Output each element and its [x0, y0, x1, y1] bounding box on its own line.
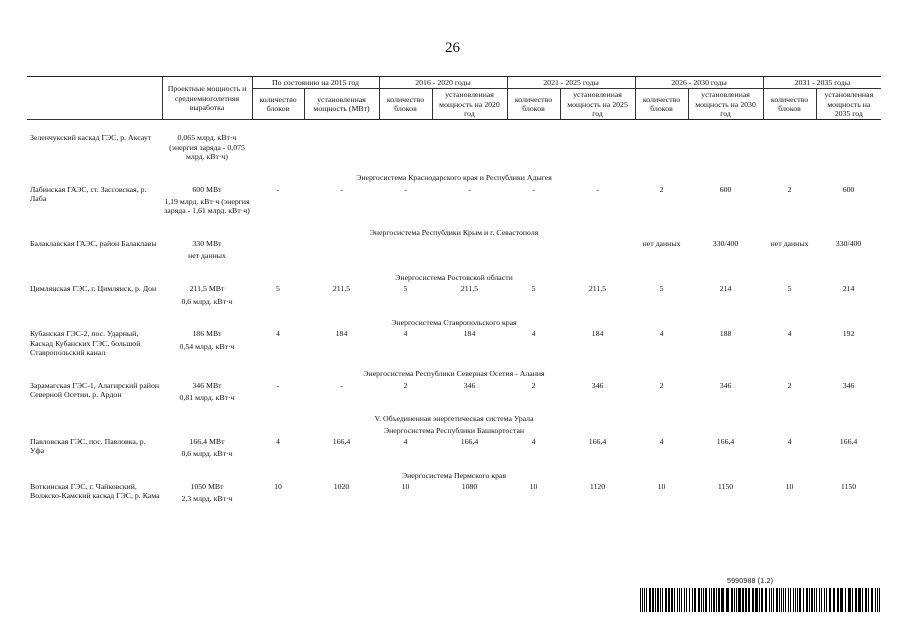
block-count-cell: 4 — [276, 329, 280, 339]
header-block-count-0: количество блоков — [252, 89, 304, 120]
energy-output: 0,81 млрд. кВт·ч — [179, 392, 235, 402]
block-count-cell: 4 — [531, 436, 536, 446]
capacity-cell — [560, 132, 635, 162]
table-body — [27, 120, 881, 515]
block-count-cell: нет данных — [770, 239, 809, 249]
project-capacity — [162, 238, 252, 262]
block-count-cell: 10 — [274, 481, 282, 491]
spacer — [27, 120, 881, 133]
block-count-cell: 5 — [403, 284, 408, 294]
capacity-cell: 1020 — [333, 481, 350, 491]
capacity-cell — [304, 132, 379, 162]
table-row — [27, 436, 881, 460]
spacer — [27, 307, 881, 317]
block-count-cell: 10 — [657, 481, 666, 491]
header-group-2031-2035: 2031 - 2035 годы — [763, 77, 881, 89]
capacity-cell: 1080 — [461, 481, 478, 491]
header-installed-capacity-0: установленная мощность (МВт) — [304, 89, 379, 120]
block-count-cell: 5 — [787, 284, 792, 294]
block-count-cell: 4 — [403, 329, 408, 339]
section-title: Энергосистема Краснодарского края и Республики Адыгея — [356, 173, 552, 183]
block-count-cell — [379, 132, 432, 162]
capacity-cell: - — [468, 184, 471, 194]
object-name: Павловская ГЭС, пос. Павловка, р. Уфа — [30, 436, 146, 456]
section-title: Энергосистема Ростовской области — [395, 272, 513, 282]
capacity-cell: 1150 — [717, 481, 734, 491]
header-group-2015: По состоянию на 2015 год — [252, 77, 379, 89]
capacity-value: 1050 МВт — [190, 481, 224, 491]
header-group-2016-2020: 2016 - 2020 годы — [379, 77, 507, 89]
table-row — [27, 380, 881, 404]
table-row — [27, 328, 881, 358]
capacity-cell: 184 — [463, 329, 476, 339]
capacity-cell: 166,4 — [460, 436, 479, 446]
capacity-cell: 346 — [842, 380, 855, 390]
energy-output: 2,3 млрд. кВт·ч — [181, 494, 233, 504]
capacity-cell — [432, 132, 507, 162]
header-row-groups — [27, 77, 881, 89]
header-group-2021-2025: 2021 - 2025 годы — [507, 77, 635, 89]
block-count-cell — [635, 132, 688, 162]
block-count-cell: - — [276, 184, 280, 194]
block-count-cell: 2 — [531, 380, 536, 390]
energy-output: 0,6 млрд. кВт·ч — [181, 449, 233, 459]
capacity-value: 166,4 МВт — [189, 436, 225, 446]
spacer — [27, 358, 881, 368]
object-name: Лабинская ГАЭС, ст. Зассовская, р. Лаба — [30, 184, 147, 204]
spacer — [27, 460, 881, 470]
block-count-cell — [379, 238, 432, 262]
capacity-cell: 211,5 — [588, 284, 607, 294]
block-count-cell: 2 — [787, 380, 792, 390]
section-row — [27, 317, 881, 328]
capacity-cell: 166,4 — [588, 436, 607, 446]
project-capacity — [162, 380, 252, 404]
capacity-cell: 346 — [719, 380, 732, 390]
header-group-2026-2030: 2026 - 2030 годы — [635, 77, 763, 89]
block-count-cell: 4 — [659, 436, 664, 446]
table-row — [27, 132, 881, 162]
table-row — [27, 184, 881, 217]
block-count-cell: 2 — [787, 184, 792, 194]
project-capacity — [162, 283, 252, 307]
block-count-cell: 10 — [401, 481, 410, 491]
capacity-cell: 192 — [842, 329, 855, 339]
energy-table — [27, 76, 881, 515]
object-name: Воткинская ГЭС, г. Чайковский, Волжско-Камский каскад ГЭС, р. Кама — [30, 481, 160, 501]
spacer — [27, 217, 881, 227]
header-block-count-2: количество блоков — [507, 89, 560, 120]
section-row — [27, 172, 881, 183]
capacity-cell — [304, 238, 379, 262]
section-title: V. Объединенная энергетическая система Урала — [374, 414, 534, 424]
section-title: Энергосистема Республики Крым и г. Севастополя — [369, 227, 539, 237]
capacity-cell: 214 — [842, 284, 855, 294]
capacity-cell: 211,5 — [332, 284, 351, 294]
table-row — [27, 481, 881, 505]
capacity-cell: 166,4 — [839, 436, 858, 446]
block-count-cell: 10 — [529, 481, 538, 491]
page-number: 26 — [445, 40, 460, 56]
block-count-cell — [763, 132, 816, 162]
capacity-cell: - — [596, 184, 599, 194]
spacer — [27, 162, 881, 172]
block-count-cell — [252, 238, 304, 262]
section-title: Энергосистема Пермского края — [401, 470, 507, 480]
capacity-cell: 166,4 — [716, 436, 735, 446]
object-name: Зеленчукский каскад ГЭС, р. Аксаут — [30, 133, 152, 143]
section-title: Энергосистема Ставропольского края — [391, 317, 517, 327]
block-count-cell: 5 — [276, 284, 280, 294]
header-installed-capacity-3: установленная мощность на 2030 год — [688, 89, 763, 120]
section-row — [27, 470, 881, 481]
capacity-value: 186 МВт — [192, 329, 222, 339]
spacer — [27, 505, 881, 515]
barcode-label: 5990988 (1.2) — [727, 578, 774, 585]
energy-output: 0,54 млрд. кВт·ч — [179, 341, 235, 351]
header-installed-capacity-1: установленная мощность на 2020 год — [432, 89, 507, 120]
header-installed-capacity-4: установленная мощность на 2035 год — [816, 89, 881, 120]
project-capacity — [162, 481, 252, 505]
block-count-cell: 2 — [659, 380, 664, 390]
project-capacity — [162, 328, 252, 358]
header-project-capacity: Проектные мощность и среднемноголетняя выработка — [162, 77, 252, 120]
block-count-cell — [252, 132, 304, 162]
capacity-cell: 211,5 — [460, 284, 479, 294]
header-installed-capacity-2: установленная мощность на 2025 год — [560, 89, 635, 120]
capacity-cell: - — [340, 184, 343, 194]
table-row — [27, 283, 881, 307]
section-row — [27, 227, 881, 238]
capacity-value: 211,5 МВт — [189, 284, 225, 294]
capacity-value: 600 МВт — [192, 184, 222, 194]
capacity-cell — [816, 132, 881, 162]
capacity-cell — [560, 238, 635, 262]
section-row — [27, 413, 881, 424]
block-count-cell — [507, 238, 560, 262]
capacity-cell: 330/400 — [835, 239, 862, 249]
capacity-value: 346 МВт — [192, 380, 222, 390]
energy-output: 1,19 млрд. кВт·ч (энергия заряда - 1,61 млрд. кВт·ч) — [164, 197, 250, 216]
object-name: Зарамагская ГЭС-1, Алагирский район Северной Осетии, р. Ардон — [30, 380, 160, 399]
capacity-value: 330 МВт — [192, 239, 222, 249]
header-block-count-4: количество блоков — [763, 89, 816, 120]
capacity-cell: 346 — [463, 380, 476, 390]
block-count-cell: 5 — [531, 284, 536, 294]
spacer — [27, 262, 881, 272]
block-count-cell: 2 — [659, 184, 664, 194]
energy-output: нет данных — [188, 251, 226, 261]
capacity-cell: 1150 — [840, 481, 857, 491]
spacer — [27, 403, 881, 413]
capacity-value: 0,065 млрд. кВт·ч (энергия заряда - 0,075 млрд. кВт·ч) — [169, 133, 245, 162]
project-capacity — [162, 132, 252, 162]
capacity-cell: 600 — [719, 184, 732, 194]
capacity-cell: 166,4 — [332, 436, 351, 446]
table-row — [27, 238, 881, 262]
block-count-cell: 4 — [276, 436, 280, 446]
block-count-cell: - — [276, 380, 280, 390]
capacity-cell: 600 — [842, 184, 855, 194]
section-row — [27, 368, 881, 379]
block-count-cell: - — [532, 184, 535, 194]
block-count-cell: 4 — [659, 329, 664, 339]
block-count-cell: 4 — [787, 329, 792, 339]
object-name: Балаклавская ГАЭС, район Балаклавы — [30, 239, 157, 249]
block-count-cell — [507, 132, 560, 162]
capacity-cell — [432, 238, 507, 262]
capacity-cell — [688, 132, 763, 162]
object-name: Кубанская ГЭС-2, пос. Ударный, Каскад Кубанских ГЭС, большой Ставропольский канал — [30, 329, 141, 357]
block-count-cell: 5 — [659, 284, 664, 294]
capacity-cell: 330/400 — [712, 239, 739, 249]
capacity-cell: 184 — [591, 329, 604, 339]
section-row — [27, 425, 881, 436]
block-count-cell: нет данных — [642, 239, 681, 249]
block-count-cell: 10 — [785, 481, 794, 491]
capacity-cell: 1120 — [589, 481, 606, 491]
header-object — [27, 77, 162, 120]
capacity-cell: 346 — [591, 380, 604, 390]
section-title: Энергосистема Республики Северная Осетия - Алания — [363, 369, 545, 379]
barcode-image — [640, 588, 881, 612]
capacity-cell: 214 — [719, 284, 732, 294]
header-block-count-3: количество блоков — [635, 89, 688, 120]
project-capacity — [162, 436, 252, 460]
energy-output: 0,6 млрд. кВт·ч — [181, 296, 233, 306]
capacity-cell: 184 — [335, 329, 348, 339]
block-count-cell: 4 — [403, 436, 408, 446]
object-name: Цимлянская ГЭС, г. Цимлянск, р. Дон — [30, 284, 157, 294]
capacity-cell: - — [340, 380, 343, 390]
capacity-cell: 188 — [719, 329, 732, 339]
block-count-cell: 4 — [531, 329, 536, 339]
header-block-count-1: количество блоков — [379, 89, 432, 120]
block-count-cell: - — [404, 184, 407, 194]
section-title: Энергосистема Республики Башкортостан — [383, 425, 525, 435]
block-count-cell: 4 — [787, 436, 792, 446]
section-row — [27, 272, 881, 283]
block-count-cell: 2 — [403, 380, 408, 390]
project-capacity — [162, 184, 252, 217]
